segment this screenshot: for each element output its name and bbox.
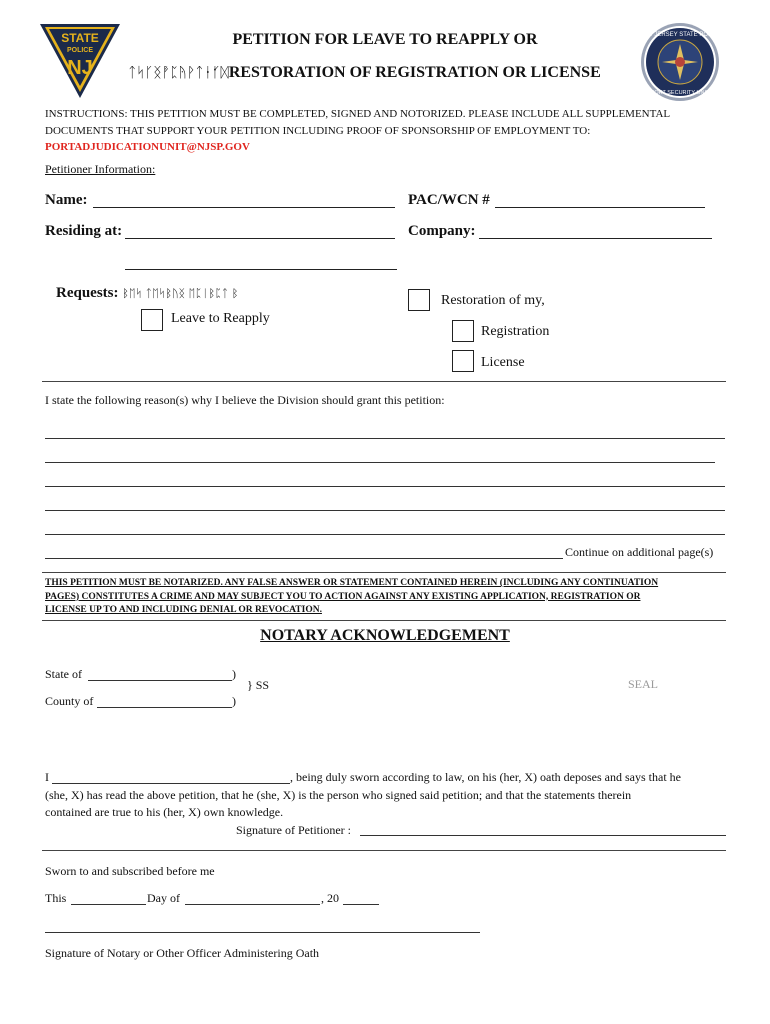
year-field[interactable] (343, 904, 379, 905)
restoration-label: Restoration of my, (441, 293, 545, 308)
title-garbled-text: ᛏᛋᚴᛝᚡᛈᚤᚹᛏᛂᚶᛞ (128, 65, 229, 81)
warning-line1: THIS PETITION MUST BE NOTARIZED. ANY FALSE ANSWER OR STATEMENT CONTAINED HEREIN (INCLUDING ANY CONTINUATION (45, 578, 659, 588)
petitioner-signature-field[interactable] (360, 835, 726, 836)
name-field[interactable] (93, 207, 395, 208)
county-of-label: County of (45, 694, 94, 708)
this-label: This (45, 891, 67, 905)
requests-garbled-text: ᛒᛖᛋ ᛏᛖᛋᛒᚢᛝ ᛖᛈᛁᛒᛈᛏ ᛒ (122, 287, 239, 300)
restoration-checkbox[interactable] (408, 289, 430, 311)
registration-checkbox[interactable] (452, 320, 474, 342)
warning-line3: LICENSE UP TO AND INCLUDING DENIAL OR REVOCATION. (45, 605, 322, 615)
license-checkbox[interactable] (452, 350, 474, 372)
year-prefix: , 20 (321, 891, 339, 905)
pac-wcn-label: PAC/WCN # (408, 192, 490, 208)
reason-line-4[interactable] (45, 510, 725, 511)
reasons-prompt: I state the following reason(s) why I believe the Division should grant this petition: (45, 393, 445, 407)
ss-label: } SS (247, 678, 270, 692)
oath-text-line3: contained are true to his (her, X) own knowledge. (45, 805, 284, 819)
notary-signature-field[interactable] (45, 932, 480, 933)
month-field[interactable] (185, 904, 320, 905)
reason-line-5[interactable] (45, 534, 725, 535)
reason-line-2[interactable] (45, 462, 715, 463)
oath-text-line1: , being duly sworn according to law, on his (her, X) oath deposes and says that he (290, 770, 681, 784)
title-line2-text: RESTORATION OF REGISTRATION OR LICENSE (228, 64, 601, 81)
seal-top-text: NEW JERSEY STATE POLICE (640, 32, 720, 38)
logo-police-text: POLICE (66, 47, 94, 54)
reason-line-6[interactable] (45, 558, 563, 559)
seal-bottom-text: PORT SECURITY UNIT (650, 90, 710, 96)
petitioner-section-label: Petitioner Information: (45, 162, 156, 176)
sworn-label: Sworn to and subscribed before me (45, 864, 215, 878)
section-divider-4 (42, 850, 726, 851)
affiant-name-field[interactable] (52, 783, 290, 784)
warning-line2: PAGES) CONSTITUTES A CRIME AND MAY SUBJECT YOU TO ACTION AGAINST ANY EXISTING APPLICATION, REGISTRATION OR (45, 591, 641, 602)
residing-field-line2[interactable] (125, 269, 397, 270)
company-label: Company: (408, 223, 476, 239)
logo-nj-text: NJ (67, 57, 93, 79)
petitioner-signature-label: Signature of Petitioner : (236, 823, 351, 837)
continue-label: Continue on additional page(s) (565, 545, 714, 559)
county-paren: ) (232, 694, 236, 708)
company-field[interactable] (479, 238, 712, 239)
instructions-line2: DOCUMENTS THAT SUPPORT YOUR PETITION INCLUDING PROOF OF SPONSORSHIP OF EMPLOYMENT TO: (45, 125, 591, 137)
residing-field[interactable] (125, 238, 395, 239)
state-of-label: State of (45, 667, 82, 681)
section-divider-3 (42, 620, 726, 621)
title-line2 (128, 64, 601, 82)
pac-wcn-field[interactable] (495, 207, 705, 208)
oath-i-label: I (45, 770, 49, 784)
leave-to-reapply-label: Leave to Reapply (171, 311, 270, 326)
warning-text (45, 577, 658, 618)
section-divider-1 (42, 381, 726, 382)
reason-line-1[interactable] (45, 438, 725, 439)
section-divider-2 (42, 572, 726, 573)
instructions-email[interactable]: PORTADJUDICATIONUNIT@NJSP.GOV (45, 141, 250, 153)
state-of-field[interactable] (88, 680, 232, 681)
seal-placeholder: SEAL (628, 677, 658, 691)
instructions-line1: INSTRUCTIONS: THIS PETITION MUST BE COMPLETED, SIGNED AND NOTORIZED. PLEASE INCLUDE ALL SUPPLEMENTAL (45, 108, 671, 120)
leave-to-reapply-checkbox[interactable] (141, 309, 163, 331)
requests-label: Requests: ᛒᛖᛋ ᛏᛖᛋᛒᚢᛝ ᛖᛈᛁᛒᛈᛏ ᛒ (56, 285, 239, 301)
name-label: Name: (45, 192, 88, 208)
notary-signature-label: Signature of Notary or Other Officer Administering Oath (45, 946, 320, 960)
logo-state-text: STATE (61, 31, 99, 45)
oath-text-line2: (she, X) has read the above petition, that he (she, X) is the person who signed said petition; and that the statements therein (45, 788, 632, 802)
registration-label: Registration (481, 324, 550, 339)
notary-heading: NOTARY ACKNOWLEDGEMENT (260, 627, 510, 644)
day-field[interactable] (71, 904, 146, 905)
title-line1: PETITION FOR LEAVE TO REAPPLY OR (232, 31, 538, 48)
day-of-label: Day of (147, 891, 180, 905)
license-label: License (481, 355, 525, 370)
reason-line-3[interactable] (45, 486, 725, 487)
state-paren: ) (232, 667, 236, 681)
county-of-field[interactable] (97, 707, 232, 708)
residing-label: Residing at: (45, 223, 123, 239)
